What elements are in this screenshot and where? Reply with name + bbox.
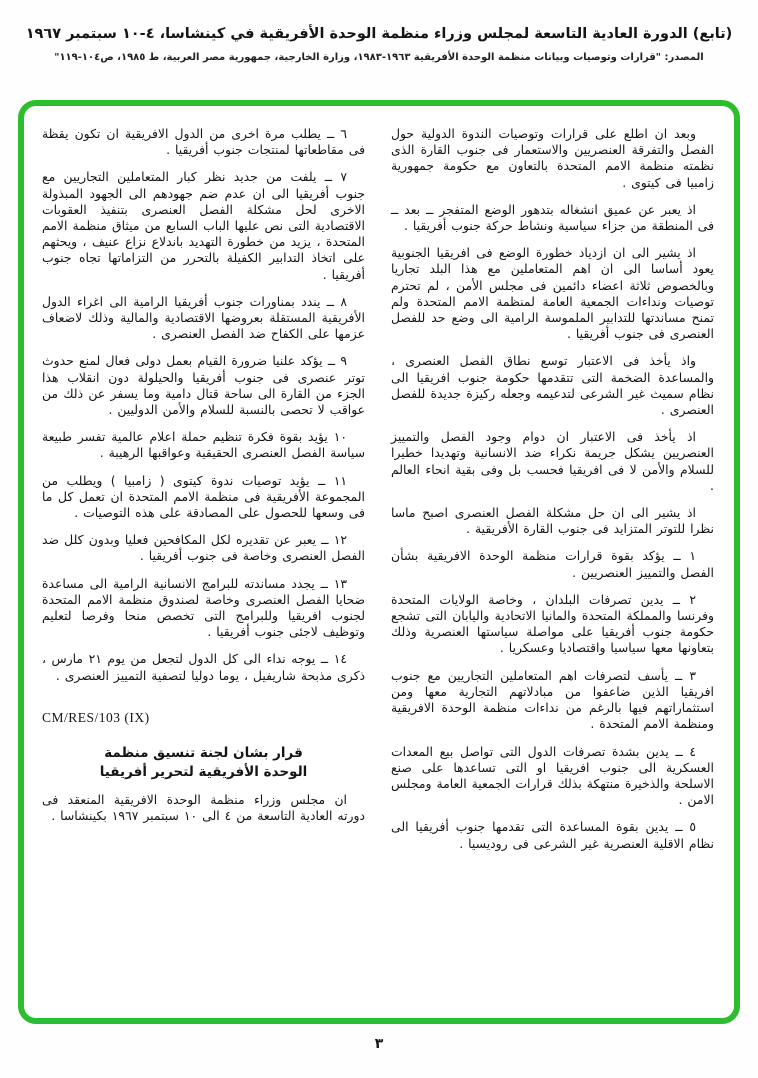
left-column bbox=[42, 126, 365, 1008]
resolution-title bbox=[42, 744, 365, 782]
resolution-item-12: ١٢ ــ يعبر عن تقديره لكل المكافحين فعليا وبدون كلل ضد الفصل العنصرى وخاصة فى جنوب أفريقيا . bbox=[42, 532, 365, 564]
preamble-paragraph: اذ يشير الى ان ازدياد خطورة الوضع فى افريقيا الجنوبية يعود أساسا الى ان اهم المتعاملين مع هذا البلد تجاريا وبالخصوص ثلاثة اعضاء دائمين فى مجلس الأمن ، لم تحترم توصيات ونداءات الجمعية العامة لمنظمة الامم المتحدة ولم تمنح مساندتها للتدابير الملموسة الرامية الى وضع حد للفصل العنصرى فى جنوب أفريقيا . bbox=[391, 245, 714, 342]
resolution-item-6: ٦ ــ يطلب مرة اخرى من الدول الافريقية ان تكون يقظة فى مقاطعاتها لمنتجات جنوب أفريقيا . bbox=[42, 126, 365, 158]
resolution-item-4: ٤ ــ يدين بشدة تصرفات الدول التى تواصل بيع المعدات العسكرية الى جنوب افريقيا او التى تساعدها على صنع الاسلحة والذخيرة منتهكة بذلك قرارات الجمعية العامة ومجلس الامن . bbox=[391, 743, 714, 808]
resolution-item-3: ٣ ــ يأسف لتصرفات اهم المتعاملين التجاريين مع جنوب افريقيا الذين ضاعفوا من مبادلاتهم التجارية معها ومن استثماراتهم فيها بالرغم من نداءات منظمة الوحدة الافريقية ومنظمة الامم المتحدة . bbox=[391, 667, 714, 732]
resolution-item-2: ٢ ــ يدين تصرفات البلدان ، وخاصة الولايات المتحدة وفرنسا والمملكة المتحدة والمانيا الاتحادية واليابان التى تشجع حكومة جنوب أفريقيا على مواصلة سياستها العنصرية وذلك بتعاونها معها سياسيا واقتصاديا وعسكريا . bbox=[391, 591, 714, 656]
resolution-title-line1: قرار بشان لجنة تنسيق منظمة bbox=[104, 744, 303, 761]
page-header bbox=[0, 24, 758, 63]
two-column-layout bbox=[42, 126, 714, 1008]
resolution-item-13: ١٣ ــ يجدد مساندته للبرامج الانسانية الرامية الى مساعدة ضحايا الفصل العنصرى وخاصة لصندوق منظمة الامم المتحدة لجنوب افريقيا وللبرامج التى تخصص منحا وفرصا لتعليم وتوظيف لاجئى جنوب أفريقيا . bbox=[42, 575, 365, 640]
resolution-item-8: ٨ ــ يندد بمناورات جنوب أفريقيا الرامية الى اغراء الدول الأفريقية المستقلة بعروضها الاقتصادية والمالية وذلك لاضعاف عزمها على الكفاح ضد الفصل العنصرى . bbox=[42, 293, 365, 342]
preamble-paragraph: واذ يأخذ فى الاعتبار توسع نطاق الفصل العنصرى ، والمساعدة الضخمة التى تتقدمها حكومة جنوب افريقيا الى نظام سميث غير الشرعى لتدعيمه وجعله ركيزة جديدة للفصل العنصرى . bbox=[391, 353, 714, 418]
closing-paragraph: ان مجلس وزراء منظمة الوحدة الافريقية المنعقد فى دورته العادية التاسعة من ٤ الى ١٠ سبتمبر ١٩٦٧ بكينشاسا . bbox=[42, 791, 365, 824]
page-footer bbox=[0, 1033, 758, 1052]
resolution-item-5: ٥ ــ يدين بقوة المساعدة التى تقدمها جنوب أفريقيا الى نظام الاقلية العنصرية غير الشرعى فى روديسيا . bbox=[391, 819, 714, 851]
resolution-item-10: ١٠ يؤيد بقوة فكرة تنظيم حملة اعلام عالمية تفسر طبيعة سياسة الفصل العنصرى الحقيقية وعواقبها الرهيبة . bbox=[42, 429, 365, 461]
resolution-reference: CM/RES/103 (IX) bbox=[42, 709, 150, 725]
green-bordered-content-box bbox=[18, 100, 740, 1024]
session-title: (تابع) الدورة العادية التاسعة لمجلس وزراء منظمة الوحدة الأفريقية في كينشاسا، ٤-١٠ سبتمبر ١٩٦٧ bbox=[25, 26, 733, 42]
resolution-item-14: ١٤ ــ يوجه نداء الى كل الدول لتجعل من يوم ٢١ مارس ، ذكرى مذبحة شاريفيل ، يوما دوليا لتصفية التمييز العنصرى . bbox=[42, 651, 365, 683]
resolution-item-1: ١ ــ يؤكد بقوة قرارات منظمة الوحدة الافريقية بشأن الفصل والتمييز العنصريين . bbox=[391, 548, 714, 580]
resolution-item-9: ٩ ــ يؤكد علنيا ضرورة القيام بعمل دولى فعال لمنع حدوث توتر عنصرى فى جنوب أفريقيا والحيلولة دون انقلاب هذا الجزء من القارة الى ساحة قتال دامية وما يسفر عن ذلك من عواقب لا تحصى بالنسبة للسلام والأمن الدوليين . bbox=[42, 353, 365, 418]
source-citation: المصدر: "قرارات وتوصيات وبيانات منظمة الوحدة الأفريقية ١٩٦٣-١٩٨٣، وزارة الخارجية، جمهورية مصر العربية، ط ١٩٨٥، ص١٠٤-١١٩" bbox=[54, 51, 704, 63]
resolution-item-11: ١١ ــ يؤيد توصيات ندوة كيتوى ( زامبيا ) ويطلب من المجموعة الأفريقية فى منظمة الامم المتحدة ان تعمل كل ما فى وسعها للحصول على المصادقة على هذه التوصيات . bbox=[42, 472, 365, 521]
resolution-title-line2: الوحدة الأفريقية لتحرير أفريقيا bbox=[99, 763, 308, 780]
page-number: ٣ bbox=[374, 1036, 384, 1052]
resolution-item-7: ٧ ــ يلفت من جديد نظر كبار المتعاملين التجاريين مع جنوب أفريقيا الى ان عدم ضم جهودهم الى الجهود المبذولة الاخرى لحل مشكلة الفصل العنصرى بتنفيذ العقوبات الاقتصادية التى نص عليها الباب السابع من ميثاق منظمة الامم المتحدة ، يزيد من خطورة التهديد باندلاع نزاع عنيف ، ويحثهم على اتخاذ التدابير الكفيلة بالتحرر من التزاماتها تجاه جنوب أفريقيا . bbox=[42, 169, 365, 282]
preamble-paragraph: اذ يشير الى ان حل مشكلة الفصل العنصرى اصبح ماسا نظرا للتوتر المتزايد فى جنوب القارة الأفريقية . bbox=[391, 505, 714, 537]
preamble-paragraph: اذ يعبر عن عميق انشغاله بتدهور الوضع المتفجر ــ بعد ــ فى المنطقة من جزاء سياسية ونشاط حركة جنوب أفريقيا . bbox=[391, 201, 714, 234]
right-column bbox=[391, 126, 714, 1008]
preamble-paragraph: اذ يأخذ فى الاعتبار ان دوام وجود الفصل والتمييز العنصريين يشكل جريمة نكراء ضد الانسانية وتهديدا خطيرا للسلام والأمن لا فى افريقيا فحسب بل وفى بقية انحاء العالم . bbox=[391, 429, 714, 493]
preamble-paragraph: وبعد ان اطلع على قرارات وتوصيات الندوة الدولية حول الفصل والتفرقة العنصريين والاستعمار فى جنوب القارة الذى نظمته منظمة الامم المتحدة بالتعاون مع حكومة جمهورية زامبيا فى كيتوى . bbox=[391, 126, 714, 190]
